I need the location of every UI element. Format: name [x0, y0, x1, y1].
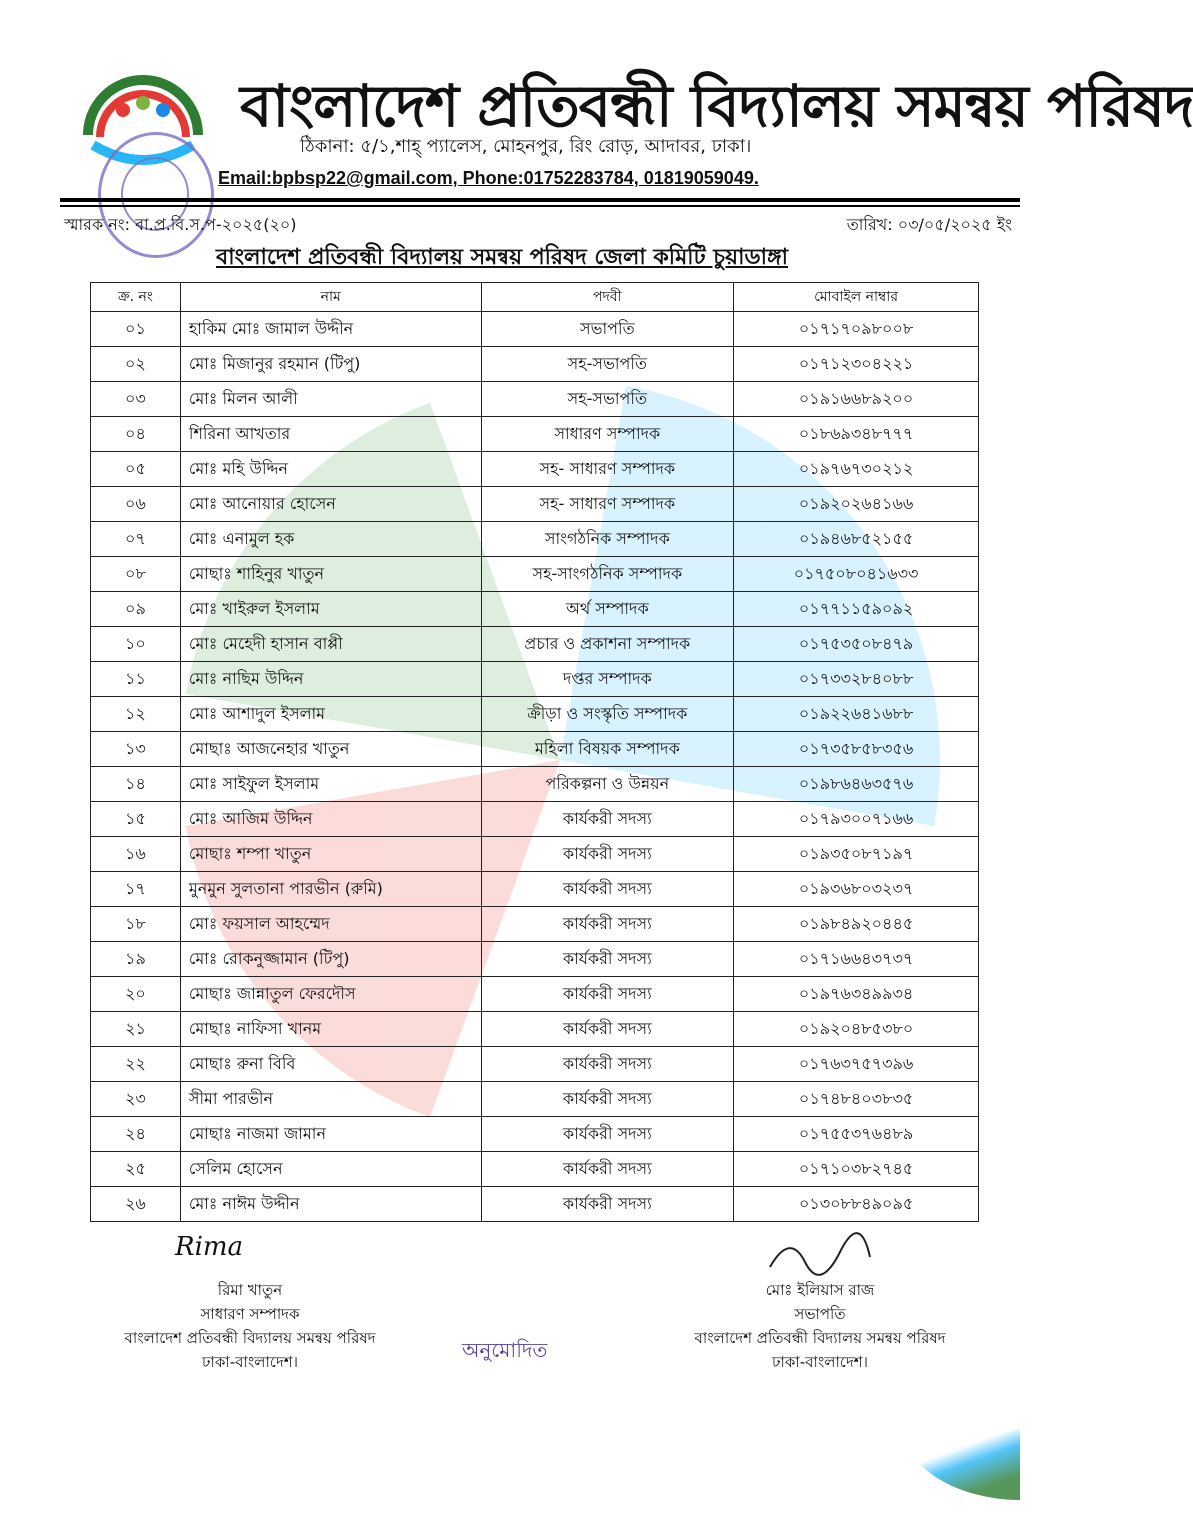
cell-mobile: ০১৯৮৪৯২০৪৪৫	[734, 907, 979, 942]
cell-designation: সাধারণ সম্পাদক	[481, 417, 734, 452]
table-row	[91, 382, 979, 417]
address: ঠিকানা: ৫/১,শাহ্ প্যালেস, মোহনপুর, রিং রোড়, আদাবর, ঢাকা।	[300, 136, 752, 157]
cell-serial: ২২	[91, 1047, 181, 1082]
cell-mobile: ০১৩০৮৮৪৯০৯৫	[734, 1187, 979, 1222]
cell-designation: সাংগঠনিক সম্পাদক	[481, 522, 734, 557]
signatory-org: বাংলাদেশ প্রতিবন্ধী বিদ্যালয় সমন্বয় পরিষদ	[124, 1329, 376, 1347]
cell-name: মোছাঃ রুনা বিবি	[180, 1047, 481, 1082]
cell-mobile: ০১৭১২৩০৪২২১	[734, 347, 979, 382]
signatory-org: বাংলাদেশ প্রতিবন্ধী বিদ্যালয় সমন্বয় পরিষদ	[694, 1329, 946, 1347]
header-name: নাম	[180, 283, 481, 312]
cell-name: সীমা পারভীন	[180, 1082, 481, 1117]
cell-serial: ২৩	[91, 1082, 181, 1117]
table-row	[91, 697, 979, 732]
cell-serial: ০২	[91, 347, 181, 382]
cell-name: মোঃ খাইরুল ইসলাম	[180, 592, 481, 627]
contact-info: Email:bpbsp22@gmail.com, Phone:01752283784, 01819059049.	[218, 168, 759, 188]
table-row	[91, 452, 979, 487]
cell-designation: ক্রীড়া ও সংস্কৃতি সম্পাদক	[481, 697, 734, 732]
cell-name: মোঃ সাইফুল ইসলাম	[180, 767, 481, 802]
cell-mobile: ০১৯৭৬৭৩০২১২	[734, 452, 979, 487]
cell-name: মোঃ আনোয়ার হোসেন	[180, 487, 481, 522]
cell-name: মোছাঃ নাফিসা খানম	[180, 1012, 481, 1047]
cell-name: মুনমুন সুলতানা পারভীন (রুমি)	[180, 872, 481, 907]
cell-designation: কার্যকরী সদস্য	[481, 872, 734, 907]
cell-designation: কার্যকরী সদস্য	[481, 1187, 734, 1222]
cell-designation: কার্যকরী সদস্য	[481, 907, 734, 942]
cell-mobile: ০১৭৫০৮০৪১৬৩৩	[734, 557, 979, 592]
document-date: তারিখ: ০৩/০৫/২০২৫ ইং	[846, 215, 1012, 234]
cell-serial: ০৬	[91, 487, 181, 522]
cell-serial: ১৬	[91, 837, 181, 872]
table-row	[91, 347, 979, 382]
table-row	[91, 557, 979, 592]
org-title: বাংলাদেশ প্রতিবন্ধী বিদ্যালয় সমন্বয় পরিষদ	[240, 72, 1193, 140]
table-header-row	[91, 283, 979, 312]
divider	[60, 198, 1020, 202]
cell-name: মোছাঃ জান্নাতুল ফেরদৌস	[180, 977, 481, 1012]
cell-serial: ০৩	[91, 382, 181, 417]
cell-designation: কার্যকরী সদস্য	[481, 1152, 734, 1187]
cell-mobile: ০১৯১৬৬৮৯২০০	[734, 382, 979, 417]
cell-serial: ০৫	[91, 452, 181, 487]
cell-designation: দপ্তর সম্পাদক	[481, 662, 734, 697]
cell-name: মোঃ এনামুল হক	[180, 522, 481, 557]
cell-name: মোছাঃ আজনেহার খাতুন	[180, 732, 481, 767]
cell-mobile: ০১৯২২৬৪১৬৮৮	[734, 697, 979, 732]
table-row	[91, 1117, 979, 1152]
signatory-name: রিমা খাতুন	[217, 1281, 283, 1299]
cell-mobile: ০১৭৭১১৫৯০৯২	[734, 592, 979, 627]
header-serial: ক্র. নং	[91, 283, 181, 312]
cell-designation: কার্যকরী সদস্য	[481, 837, 734, 872]
table-row	[91, 837, 979, 872]
cell-serial: ১৪	[91, 767, 181, 802]
table-row	[91, 1012, 979, 1047]
table-row	[91, 1047, 979, 1082]
cell-serial: ২০	[91, 977, 181, 1012]
cell-designation: সভাপতি	[481, 312, 734, 347]
cell-designation: সহ- সাধারণ সম্পাদক	[481, 487, 734, 522]
cell-serial: ১৩	[91, 732, 181, 767]
cell-serial: ১৮	[91, 907, 181, 942]
cell-name: মোছাঃ নাজমা জামান	[180, 1117, 481, 1152]
cell-serial: ২৫	[91, 1152, 181, 1187]
cell-serial: ২৪	[91, 1117, 181, 1152]
cell-designation: কার্যকরী সদস্য	[481, 802, 734, 837]
signature-right	[760, 1232, 880, 1277]
signatory-name: মোঃ ইলিয়াস রাজ	[765, 1281, 875, 1299]
table-row	[91, 627, 979, 662]
signature-handwriting: Rima	[175, 1232, 244, 1262]
cell-mobile: ০১৯৩৬৮০৩২৩৭	[734, 872, 979, 907]
cell-mobile: ০১৭৫৩৫০৮৪৭৯	[734, 627, 979, 662]
cell-serial: ০৯	[91, 592, 181, 627]
cell-mobile: ০১৯৮৬৪৬৩৫৭৬	[734, 767, 979, 802]
cell-serial: ১৯	[91, 942, 181, 977]
table-row	[91, 872, 979, 907]
cell-serial: ০৭	[91, 522, 181, 557]
cell-mobile: ০১৭৯৩০০৭১৬৬	[734, 802, 979, 837]
cell-designation: কার্যকরী সদস্য	[481, 1012, 734, 1047]
cell-mobile: ০১৯২০২৬৪১৬৬	[734, 487, 979, 522]
table-row	[91, 417, 979, 452]
cell-serial: ২৬	[91, 1187, 181, 1222]
cell-designation: কার্যকরী সদস্য	[481, 942, 734, 977]
cell-name: হাকিম মোঃ জামাল উদ্দীন	[180, 312, 481, 347]
cell-name: মোঃ আজিম উদ্দিন	[180, 802, 481, 837]
table-row	[91, 1152, 979, 1187]
cell-serial: ০৮	[91, 557, 181, 592]
table-row	[91, 977, 979, 1012]
cell-mobile: ০১৭১০৩৮২৭৪৫	[734, 1152, 979, 1187]
cell-serial: ১২	[91, 697, 181, 732]
approved-stamp: অনুমোদিত	[462, 1338, 548, 1362]
cell-mobile: ০১৯৭৬৩৪৯৯৩৪	[734, 977, 979, 1012]
cell-mobile: ০১৭৬৩৭৫৭৩৯৬	[734, 1047, 979, 1082]
cell-name: মোঃ মহি উদ্দিন	[180, 452, 481, 487]
cell-designation: পরিকল্পনা ও উন্নয়ন	[481, 767, 734, 802]
decorative-swoosh	[900, 1420, 1020, 1500]
cell-name: মোঃ নাছিম উদ্দিন	[180, 662, 481, 697]
signatory-place: ঢাকা-বাংলাদেশ।	[202, 1353, 298, 1371]
memo-number: স্মারক নং: বা.প্র.বি.স.প-২০২৫(২০)	[64, 215, 297, 234]
cell-mobile: ০১৯৪৬৮৫২১৫৫	[734, 522, 979, 557]
table-row	[91, 767, 979, 802]
table-row	[91, 1187, 979, 1222]
table-row	[91, 662, 979, 697]
cell-name: মোছাঃ শাহিনুর খাতুন	[180, 557, 481, 592]
committee-table	[90, 282, 979, 1222]
header-designation: পদবী	[481, 283, 734, 312]
table-row	[91, 487, 979, 522]
table-row	[91, 592, 979, 627]
cell-designation: সহ- সাধারণ সম্পাদক	[481, 452, 734, 487]
cell-designation: কার্যকরী সদস্য	[481, 1117, 734, 1152]
cell-designation: অর্থ সম্পাদক	[481, 592, 734, 627]
cell-designation: মহিলা বিষয়ক সম্পাদক	[481, 732, 734, 767]
table-row	[91, 942, 979, 977]
cell-designation: কার্যকরী সদস্য	[481, 1082, 734, 1117]
cell-mobile: ০১৭১৭০৯৮০০৮	[734, 312, 979, 347]
signature-left	[175, 1232, 243, 1262]
official-seal	[98, 132, 214, 258]
cell-serial: ১০	[91, 627, 181, 662]
cell-serial: ০১	[91, 312, 181, 347]
signatory-right	[650, 1278, 990, 1374]
signatory-place: ঢাকা-বাংলাদেশ।	[772, 1353, 868, 1371]
cell-serial: ১৭	[91, 872, 181, 907]
cell-mobile: ০১৭১৬৬৪৩৭৩৭	[734, 942, 979, 977]
cell-designation: সহ-সভাপতি	[481, 347, 734, 382]
cell-name: মোঃ নাঈম উদ্দীন	[180, 1187, 481, 1222]
cell-name: মোঃ মিজানুর রহমান (টিপু)	[180, 347, 481, 382]
signatory-designation: সভাপতি	[794, 1305, 846, 1323]
table-row	[91, 802, 979, 837]
cell-serial: ২১	[91, 1012, 181, 1047]
cell-serial: ১৫	[91, 802, 181, 837]
table-row	[91, 732, 979, 767]
cell-name: মোঃ রোকনুজ্জামান (টিপু)	[180, 942, 481, 977]
cell-serial: ১১	[91, 662, 181, 697]
cell-designation: কার্যকরী সদস্য	[481, 977, 734, 1012]
committee-title: বাংলাদেশ প্রতিবন্ধী বিদ্যালয় সমন্বয় পরিষদ জেলা কমিটি চুয়াডাঙ্গা	[216, 245, 789, 270]
cell-name: মোছাঃ শম্পা খাতুন	[180, 837, 481, 872]
cell-mobile: ০১৭৩৫৮৫৮৩৫৬	[734, 732, 979, 767]
table-row	[91, 522, 979, 557]
cell-name: শিরিনা আখতার	[180, 417, 481, 452]
cell-name: মোঃ ফয়সাল আহম্মেদ	[180, 907, 481, 942]
table-row	[91, 907, 979, 942]
divider	[60, 205, 1020, 207]
cell-designation: কার্যকরী সদস্য	[481, 1047, 734, 1082]
cell-name: মোঃ মেহেদী হাসান বাপ্পী	[180, 627, 481, 662]
signatory-designation: সাধারণ সম্পাদক	[200, 1305, 300, 1323]
cell-name: মোঃ মিলন আলী	[180, 382, 481, 417]
cell-mobile: ০১৯৩৫০৮৭১৯৭	[734, 837, 979, 872]
cell-mobile: ০১৯২০৪৮৫৩৮০	[734, 1012, 979, 1047]
cell-mobile: ০১৭৪৮৪০৩৮৩৫	[734, 1082, 979, 1117]
cell-designation: সহ-সভাপতি	[481, 382, 734, 417]
header-mobile: মোবাইল নাম্বার	[734, 283, 979, 312]
cell-mobile: ০১৮৬৯৩৪৮৭৭৭	[734, 417, 979, 452]
signatory-left	[80, 1278, 420, 1374]
table-row	[91, 1082, 979, 1117]
cell-mobile: ০১৭৩৩২৮৪০৮৮	[734, 662, 979, 697]
cell-name: মোঃ আশাদুল ইসলাম	[180, 697, 481, 732]
cell-designation: সহ-সাংগঠনিক সম্পাদক	[481, 557, 734, 592]
cell-serial: ০৪	[91, 417, 181, 452]
table-row	[91, 312, 979, 347]
cell-designation: প্রচার ও প্রকাশনা সম্পাদক	[481, 627, 734, 662]
cell-name: সেলিম হোসেন	[180, 1152, 481, 1187]
cell-mobile: ০১৭৫৫৩৭৬৪৮৯	[734, 1117, 979, 1152]
